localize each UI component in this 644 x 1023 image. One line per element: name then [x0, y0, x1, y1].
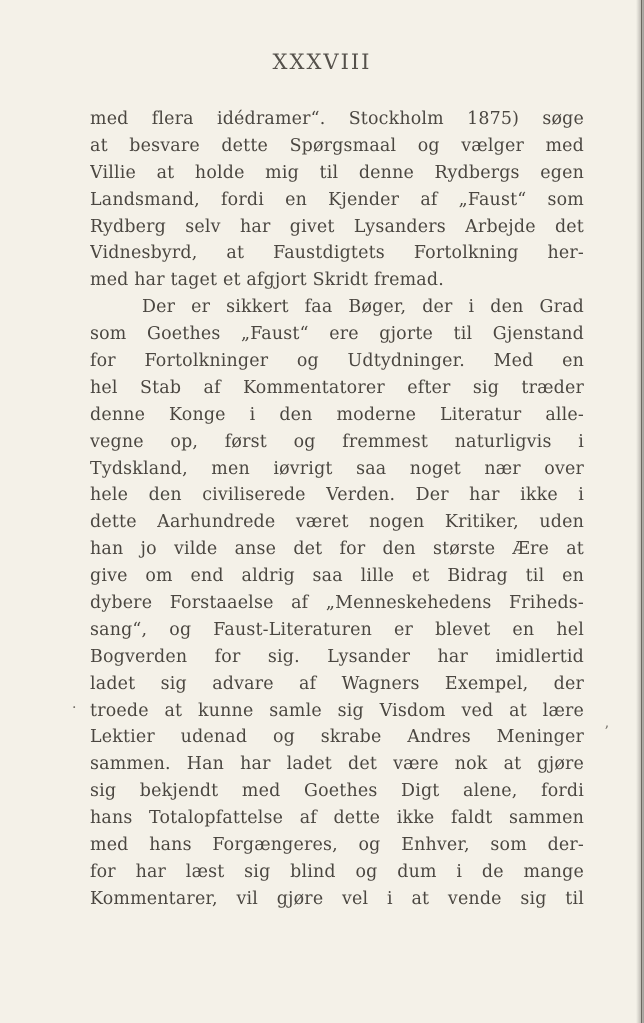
text-line: Bogverden for sig. Lysander har imidlertid — [90, 646, 584, 667]
text-line: med hans Forgængeres, og Enhver, som der- — [90, 835, 584, 856]
text-line: dette Aarhundrede været nogen Kritiker, uden — [90, 512, 584, 533]
text-line: at besvare dette Spørgsmaal og vælger med — [90, 135, 584, 156]
text-line: denne Konge i den moderne Literatur alle- — [90, 404, 584, 425]
text-line: for har læst sig blind og dum i de mange — [90, 861, 584, 882]
text-line: Landsmand, fordi en Kjender af „Faust“ som — [90, 189, 584, 210]
text-line: Lektier udenad og skrabe Andres Meninger — [90, 727, 584, 748]
text-line: med flera idédramer“. Stockholm 1875) søge — [90, 109, 584, 129]
margin-mark-icon: · — [72, 700, 77, 716]
text-line: ladet sig advare af Wagners Exempel, der — [90, 673, 584, 694]
body-text — [90, 106, 584, 913]
paragraph-start-line: Der er sikkert faa Bøger, der i den Grad — [142, 297, 584, 318]
text-line: dybere Forstaaelse af „Menneskehedens Friheds- — [90, 593, 584, 614]
text-line: troede at kunne samle sig Visdom ved at lære — [90, 700, 584, 721]
page-number-header: XXXVIII — [272, 50, 372, 74]
text-line: hel Stab af Kommentatorer efter sig træder — [90, 377, 584, 398]
text-line: som Goethes „Faust“ ere gjorte til Gjenstand — [90, 324, 584, 345]
page-edge-line — [641, 0, 642, 1023]
text-line: give om end aldrig saa lille et Bidrag til en — [90, 566, 584, 587]
text-line: vegne op, først og fremmest naturligvis i — [90, 431, 584, 452]
text-line: Rydberg selv har givet Lysanders Arbejde det — [90, 216, 584, 237]
text-line: sammen. Han har ladet det være nok at gjøre — [90, 754, 584, 775]
text-line: for Fortolkninger og Udtydninger. Med en — [90, 351, 584, 372]
text-line: sig bekjendt med Goethes Digt alene, fordi — [90, 781, 584, 802]
page-edge-shadow — [636, 0, 644, 1023]
text-line: med har taget et afgjort Skridt fremad. — [90, 270, 444, 291]
text-line: Tydskland, men iøvrigt saa noget nær over — [90, 458, 584, 479]
text-line: Villie at holde mig til denne Rydbergs egen — [90, 162, 584, 183]
margin-mark-icon: ʼ — [604, 724, 609, 740]
text-line: hele den civiliserede Verden. Der har ikke i — [90, 485, 584, 506]
text-line: Vidnesbyrd, at Faustdigtets Fortolkning her- — [90, 243, 584, 264]
text-line: Kommentarer, vil gjøre vel i at vende sig til — [90, 888, 584, 909]
text-line: han jo vilde anse det for den største Ære at — [90, 539, 584, 560]
text-line: hans Totalopfattelse af dette ikke faldt sammen — [90, 808, 584, 829]
text-line: sang“, og Faust-Literaturen er blevet en hel — [90, 619, 584, 640]
